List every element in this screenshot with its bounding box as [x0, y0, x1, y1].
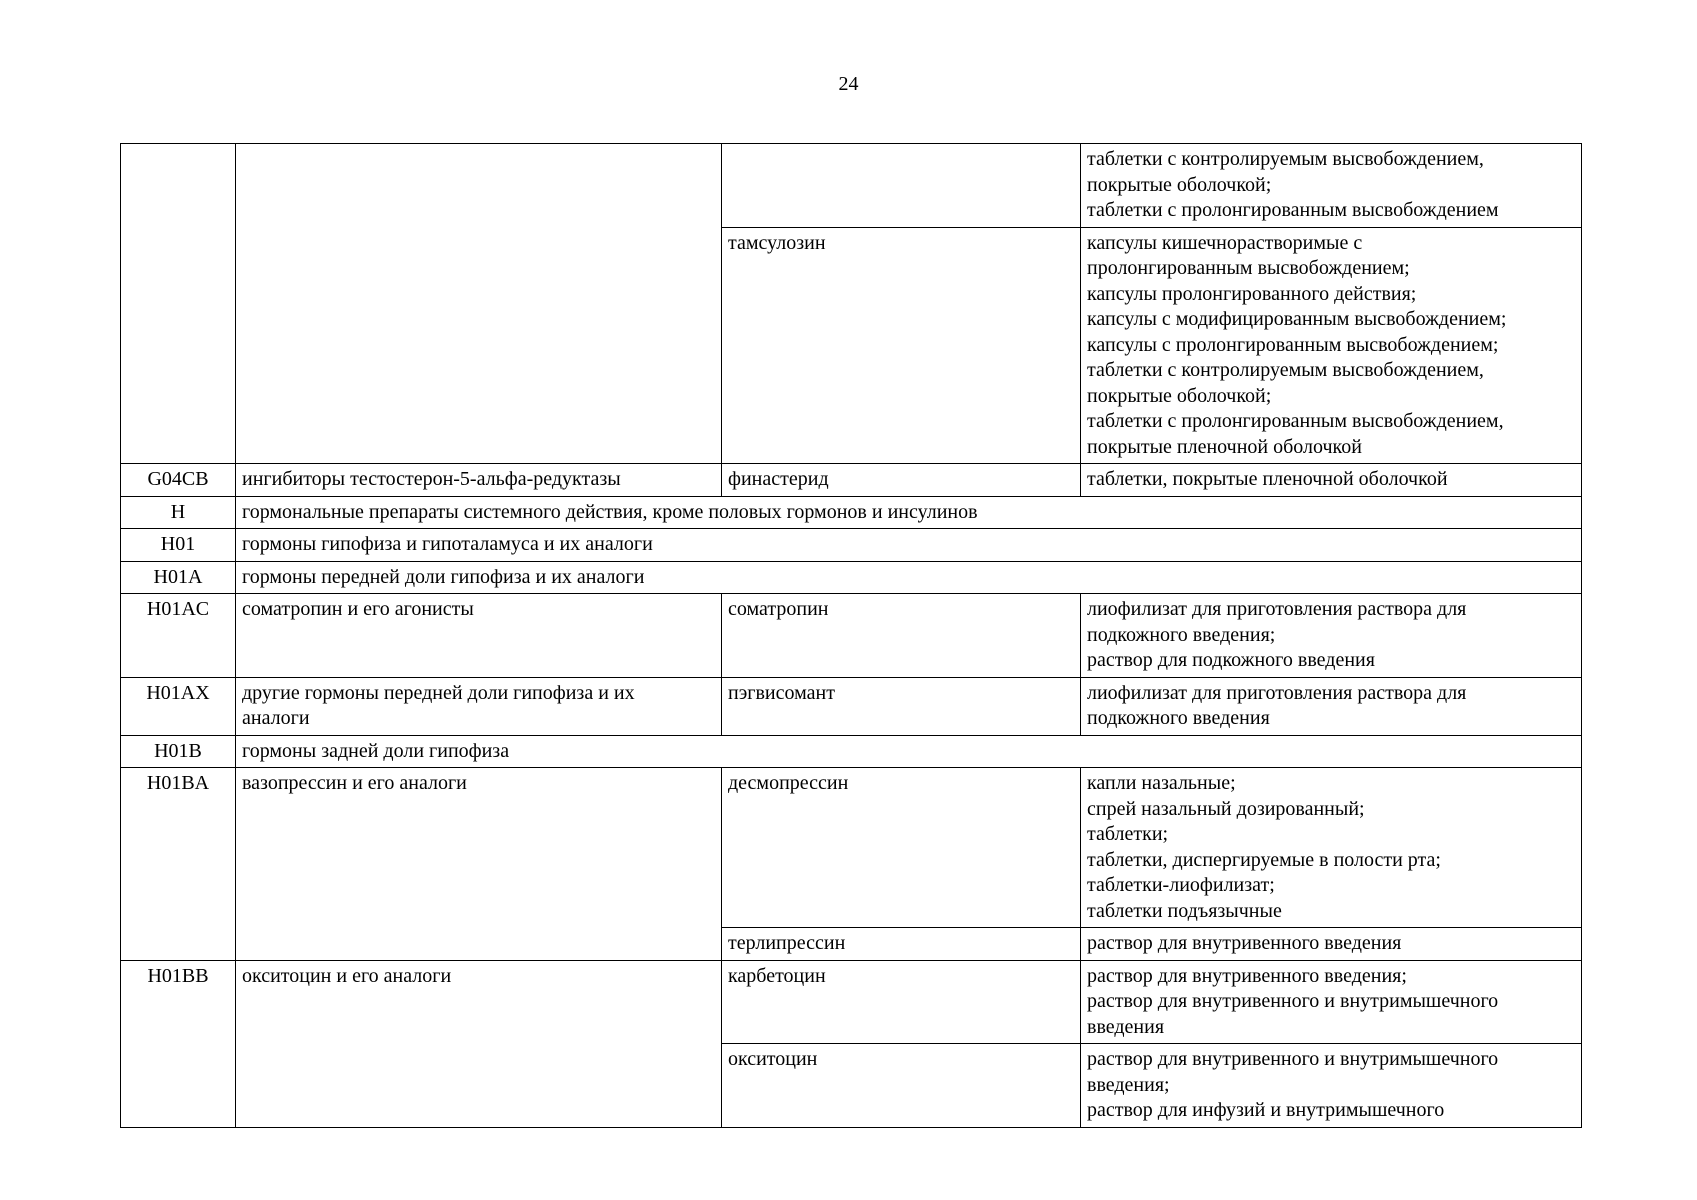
dosage-form-line: таблетки с контролируемым высвобождением, [1087, 148, 1484, 170]
dosage-form-cell [1081, 144, 1582, 228]
atc-code-cell: H01AC [121, 594, 236, 678]
dosage-form-line: таблетки с пролонгированным высвобождением [1087, 199, 1499, 221]
dosage-form-line: капли назальные; [1087, 772, 1236, 794]
dosage-form-line: таблетки с контролируемым высвобождением, [1087, 359, 1484, 381]
table-row [121, 144, 1582, 228]
dosage-form-cell [1081, 227, 1582, 464]
atc-group-cell: гормоны передней доли гипофиза и их аналоги [236, 561, 1582, 594]
drug-name-cell: финастерид [722, 464, 1081, 497]
atc-group-cell: гормональные препараты системного действия, кроме половых гормонов и инсулинов [236, 496, 1582, 529]
table-row [121, 768, 1582, 928]
dosage-form-line: капсулы с модифицированным высвобождением; [1087, 308, 1507, 330]
drug-name-cell: окситоцин [722, 1044, 1081, 1128]
dosage-form-line: таблетки, диспергируемые в полости рта; [1087, 848, 1441, 871]
dosage-form-line: таблетки-лиофилизат; [1087, 874, 1275, 896]
page-number: 24 [838, 73, 859, 95]
table-row [121, 464, 1582, 497]
dosage-form-line: введения; [1087, 1073, 1170, 1096]
dosage-form-line: таблетки, покрытые пленочной оболочкой [1087, 468, 1448, 490]
atc-code-cell: H01AX [121, 677, 236, 735]
table-row [121, 735, 1582, 768]
dosage-form-line: лиофилизат для приготовления раствора для [1087, 681, 1467, 704]
dosage-form-line: подкожного введения; [1087, 623, 1276, 646]
atc-group-cell [236, 677, 722, 735]
dosage-form-cell [1081, 768, 1582, 928]
dosage-form-line: капсулы с пролонгированным высвобождением; [1087, 333, 1499, 356]
atc-code-cell [121, 144, 236, 464]
atc-code-cell: H01BA [121, 768, 236, 961]
dosage-form-line: раствор для подкожного введения [1087, 649, 1375, 671]
dosage-form-cell [1081, 677, 1582, 735]
drug-name-cell: пэгвисомант [722, 677, 1081, 735]
dosage-form-cell [1081, 1044, 1582, 1128]
dosage-form-line: таблетки с пролонгированным высвобождением, [1087, 410, 1504, 432]
atc-group-line: другие гормоны передней доли гипофиза и их [242, 681, 635, 704]
dosage-form-line: таблетки; [1087, 823, 1169, 845]
atc-group-cell: ингибиторы тестостерон-5-альфа-редуктазы [236, 464, 722, 497]
dosage-form-cell [1081, 464, 1582, 497]
dosage-form-line: пролонгированным высвобождением; [1087, 257, 1410, 279]
dosage-form-line: покрытые оболочкой; [1087, 173, 1272, 196]
dosage-form-line: капсулы кишечнорастворимые с [1087, 231, 1363, 254]
table-row [121, 496, 1582, 529]
atc-group-cell: окситоцин и его аналоги [236, 960, 722, 1127]
table-row [121, 960, 1582, 1044]
dosage-form-cell [1081, 960, 1582, 1044]
atc-group-line: аналоги [242, 707, 310, 729]
atc-group-cell: соматропин и его агонисты [236, 594, 722, 678]
table-row [121, 594, 1582, 678]
atc-code-cell: H01 [121, 529, 236, 562]
medicines-table [120, 143, 1582, 1128]
atc-code-cell: H01A [121, 561, 236, 594]
dosage-form-line: таблетки подъязычные [1087, 899, 1282, 922]
table-row [121, 529, 1582, 562]
dosage-form-line: раствор для внутривенного и внутримышечного [1087, 990, 1499, 1012]
atc-code-cell: H01B [121, 735, 236, 768]
dosage-form-line: раствор для инфузий и внутримышечного [1087, 1099, 1445, 1121]
dosage-form-line: спрей назальный дозированный; [1087, 797, 1365, 820]
atc-group-cell: гормоны гипофиза и гипоталамуса и их аналоги [236, 529, 1582, 562]
drug-name-cell: соматропин [722, 594, 1081, 678]
dosage-form-cell [1081, 594, 1582, 678]
table-row [121, 561, 1582, 594]
drug-name-cell [722, 144, 1081, 228]
drug-name-cell: десмопрессин [722, 768, 1081, 928]
dosage-form-line: капсулы пролонгированного действия; [1087, 282, 1417, 305]
drug-name-cell: тамсулозин [722, 227, 1081, 464]
atc-group-cell: вазопрессин и его аналоги [236, 768, 722, 961]
dosage-form-line: введения [1087, 1015, 1165, 1038]
dosage-form-line: покрытые оболочкой; [1087, 384, 1272, 407]
dosage-form-line: раствор для внутривенного и внутримышечного [1087, 1048, 1499, 1070]
atc-group-cell [236, 144, 722, 464]
dosage-form-line: раствор для внутривенного введения; [1087, 964, 1407, 987]
atc-code-cell: G04CB [121, 464, 236, 497]
drug-name-cell: терлипрессин [722, 928, 1081, 961]
table-row [121, 677, 1582, 735]
dosage-form-line: покрытые пленочной оболочкой [1087, 435, 1362, 458]
dosage-form-line: подкожного введения [1087, 707, 1270, 729]
atc-code-cell: H01BB [121, 960, 236, 1127]
atc-group-cell: гормоны задней доли гипофиза [236, 735, 1582, 768]
drug-name-cell: карбетоцин [722, 960, 1081, 1044]
dosage-form-line: раствор для внутривенного введения [1087, 932, 1402, 954]
dosage-form-cell [1081, 928, 1582, 961]
atc-code-cell: H [121, 496, 236, 529]
dosage-form-line: лиофилизат для приготовления раствора для [1087, 598, 1467, 620]
